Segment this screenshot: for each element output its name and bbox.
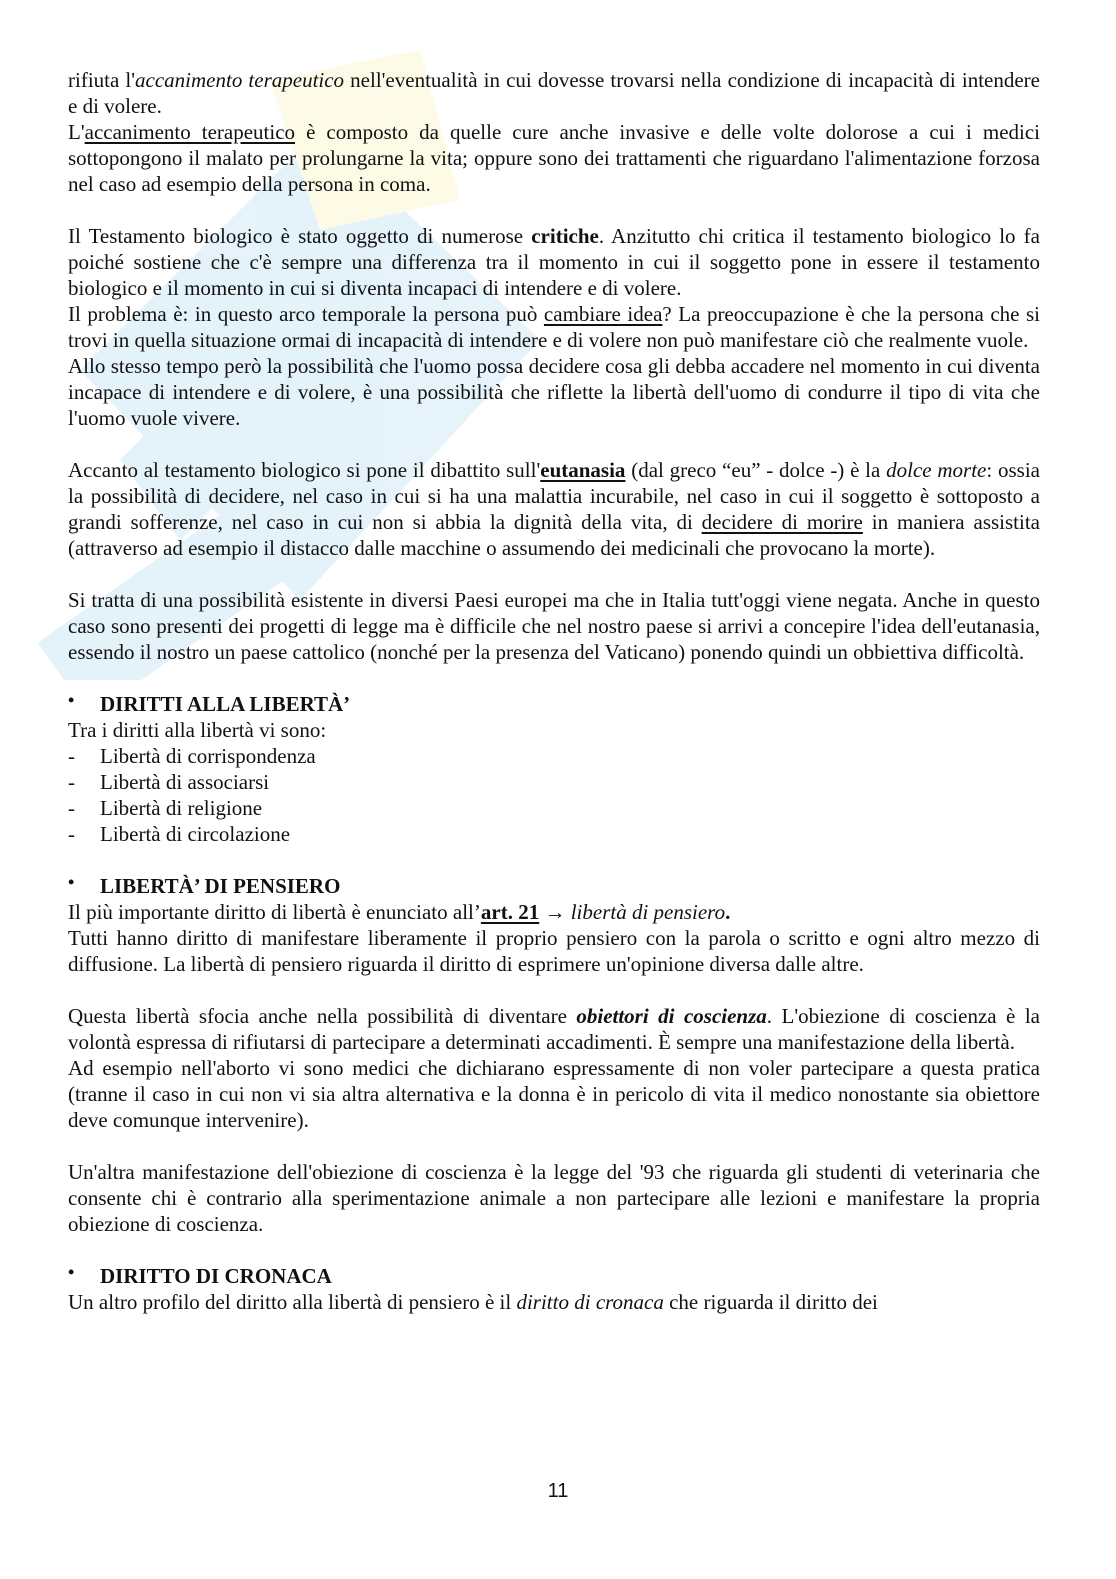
document-body <box>68 67 1040 1315</box>
paragraph: L'accanimento terapeutico è composto da quelle cure anche invasive e delle volte dolorose a cui i medici sottopongono il malato per prolungarne la vita; oppure sono dei trattamenti che riguardano l'alimentazione forzosa nel caso ad esempio della persona in coma. <box>68 120 1041 196</box>
paragraph: Il più importante diritto di libertà è enunciato all’art. 21 → libertà di pensiero. <box>68 900 731 924</box>
bullet-icon: • <box>68 1262 75 1282</box>
paragraph: Tra i diritti alla libertà vi sono: <box>68 718 327 742</box>
bullet-icon: • <box>68 690 75 710</box>
section-heading: • DIRITTO DI CRONACA <box>68 1263 1040 1289</box>
paragraph: Si tratta di una possibilità esistente in diversi Paesi europei ma che in Italia tutt'oggi viene negata. Anche in questo caso sono presenti dei progetti di legge ma è difficile che nel nostro paese si arrivi a concepire l'idea dell'eutanasia, essendo il nostro un paese cattolico (nonché per la presenza del Vaticano) ponendo quindi un obbiettiva difficoltà. <box>68 588 1040 664</box>
list-item: - Libertà di associarsi <box>68 770 270 794</box>
paragraph: Il Testamento biologico è stato oggetto di numerose critiche. Anzitutto chi critica il testamento biologico lo fa poiché sostiene che c'è sempre una differenza tra il momento in cui il soggetto pone in essere il testamento biologico e il momento in cui si diventa incapaci di intendere e di volere. <box>68 224 1040 300</box>
paragraph: Accanto al testamento biologico si pone il dibattito sull'eutanasia (dal greco “eu” - dolce -) è la dolce morte: ossia la possibilità di decidere, nel caso in cui si ha una malattia incurabile, nel caso in cui il soggetto è sottoposto a grandi sofferenze, nel caso in cui non si abbia la dignità della vita, di decidere di morire in maniera assistita (attraverso ad esempio il distacco dalle macchine o assumendo dei medicinali che provocano la morte). <box>68 458 1040 560</box>
paragraph: Un'altra manifestazione dell'obiezione di coscienza è la legge del '93 che riguarda gli studenti di veterinaria che consente chi è contrario alla sperimentazione animale a non partecipare alle lezioni e manifestare la propria obiezione di coscienza. <box>68 1160 1040 1236</box>
paragraph: Questa libertà sfocia anche nella possibilità di diventare obiettori di coscienza. L'obiezione di coscienza è la volontà espressa di rifiutarsi di partecipare a determinati accadimenti. È sempre una manifestazione della libertà. <box>68 1004 1040 1054</box>
bullet-icon: • <box>68 872 75 892</box>
paragraph: Ad esempio nell'aborto vi sono medici che dichiarano espressamente di non voler partecipare a questa pratica (tranne il caso in cui non vi sia altra alternativa e la donna è in pericolo di vita il medico nonostante sia obiettore deve comunque intervenire). <box>68 1056 1040 1132</box>
section-heading: • LIBERTÀ’ DI PENSIERO <box>68 873 1040 899</box>
paragraph: Tutti hanno diritto di manifestare liberamente il proprio pensiero con la parola o scritto e ogni altro mezzo di diffusione. La libertà di pensiero riguarda il diritto di esprimere un'opinione diversa dalle altre. <box>68 926 1040 976</box>
paragraph: Il problema è: in questo arco temporale la persona può cambiare idea? La preoccupazione è che la persona che si trovi in quella situazione ormai di incapacità di intendere e di volere non può manifestare ciò che realmente vuole. <box>68 302 1041 352</box>
paragraph: Un altro profilo del diritto alla libertà di pensiero è il diritto di cronaca che riguarda il diritto dei <box>68 1290 878 1314</box>
section-heading: • DIRITTI ALLA LIBERTÀ’ <box>68 691 1040 717</box>
page-number: 11 <box>547 1480 569 1502</box>
paragraph: Allo stesso tempo però la possibilità che l'uomo possa decidere cosa gli debba accadere nel momento in cui diventa incapace di intendere e di volere, è una possibilità che riflette la libertà dell'uomo di condurre il tipo di vita che l'uomo vuole vivere. <box>68 354 1040 430</box>
list-item: - Libertà di religione <box>68 796 263 820</box>
paragraph: rifiuta l'accanimento terapeutico nell'eventualità in cui dovesse trovarsi nella condizione di incapacità di intendere e di volere. <box>68 68 1040 118</box>
list-item: - Libertà di corrispondenza <box>68 744 316 768</box>
list-item: - Libertà di circolazione <box>68 822 291 846</box>
